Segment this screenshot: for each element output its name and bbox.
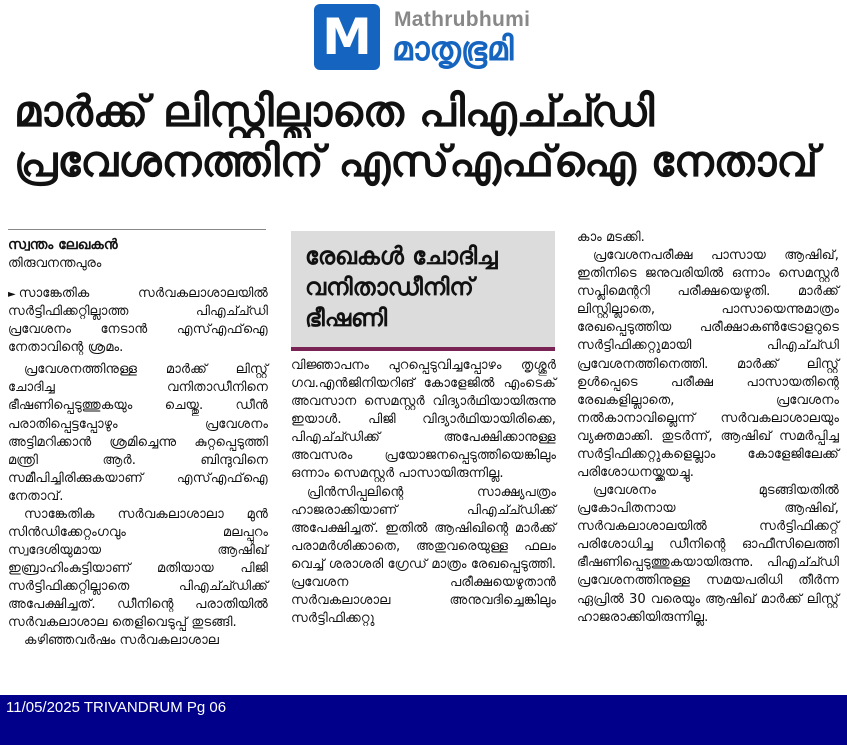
bullet-arrow-icon: ► (8, 288, 16, 300)
paragraph: കഴിഞ്ഞവർഷം സർവകലാശാല (24, 633, 220, 649)
byline-author: സ്വന്തം ലേഖകൻ (8, 237, 118, 253)
paragraph: പ്രിൻസിപ്പലിന്റെ സാക്ഷ്യപത്രം ഹാജരാക്കിയാണ് പിഎച്ച്ഡിക്ക് അപേക്ഷിച്ചത്. ഇതിൽ ആഷിഖിന്റെ മാർക്ക് പരാമർശിക്കാതെ, അതുവരെയുള്ള ഫലം വെച്ച് ശരാശരി ഗ്രേഡ് മാത്രം രേഖപ്പെടുത്തി. പ്രവേശന പരീക്ഷയെഴുതാൻ സർവകലാശാല അനുവദിച്ചെങ്കിലും സർട്ടിഫിക്കറ്റു (291, 484, 556, 627)
article-column-2 (291, 357, 556, 628)
brand-name-malayalam: മാതൃഭൂമി (392, 29, 514, 68)
paragraph: പ്രവേശനം മുടങ്ങിയതിൽ പ്രകോപിതനായ ആഷിഖ്, സർവകലാശാലയിൽ സർട്ടിഫിക്കറ്റ് പരിശോധിച്ച ഡീനിന്റെ ഓഫീസിലെത്തി ഭീഷണിപ്പെടുത്തുകയായിരുന്നു. പിഎച്ച്ഡി പ്രവേശനത്തിനുള്ള സമയപരിധി തീർന്ന ഏപ്രിൽ 30 വരെയും ആഷിഖ് മാർക്ക് ലിസ്റ്റ് ഹാജരാക്കിയിരുന്നില്ല. (577, 483, 839, 625)
lead-paragraph (8, 285, 268, 357)
mathrubhumi-logo-icon (314, 4, 380, 70)
pull-quote-box (291, 231, 555, 351)
pull-quote-line-1: രേഖകൾ ചോദിച്ച (305, 242, 498, 270)
logo-letter: M (322, 8, 372, 66)
paragraph: പ്രവേശനപരീക്ഷ പാസായ ആഷിഖ്, ഇതിനിടെ ജനുവരിയിൽ ഒന്നാം സെമസ്റ്റർ സപ്ലിമെന്ററി പരീക്ഷയെഴുതി. മാർക്ക് ലിസ്റ്റില്ലാതെ, പാസായെന്നുമാത്രം രേഖപ്പെടുത്തിയ പരീക്ഷാകൺട്രോളറുടെ സർട്ടിഫിക്കറ്റുമായി പിഎച്ച്ഡി പ്രവേശനത്തിനെത്തി. മാർക്ക് ലിസ്റ്റ് ഉൾപ്പെടെ പരീക്ഷ പാസായതിന്റെ രേഖകളില്ലാതെ, പ്രവേശനം നൽകാനാവില്ലെന്ന് സർവകലാശാലയും വ്യക്തമാക്കി. തുടർന്ന്, ആഷിഖ് സമർപ്പിച്ച സർട്ടിഫിക്കറ്റുകളെല്ലാം കോളേജിലേക്ക് പരിശോധനയ്ക്കയച്ചു. (577, 248, 839, 481)
edition-footer-bar (0, 695, 847, 745)
pull-quote-line-2: വനിതാഡീനിന് (305, 273, 474, 302)
paragraph: സാങ്കേതിക സർവകലാശാലാ മുൻ സിൻഡിക്കേറ്റംഗവും മലപ്പുറം സ്വദേശിയുമായ ആഷിഖ് ഇബ്രാഹിംകുട്ടിയാണ് മതിയായ പിജി സർട്ടിഫിക്കറ്റില്ലാതെ പിഎച്ച്ഡിക്ക് അപേക്ഷിച്ചത്. ഡീനിന്റെ പരാതിയിൽ സർവകലാശാല തെളിവെടുപ്പ് തുടങ്ങി. (8, 506, 268, 631)
lead-text: സാങ്കേതിക സർവകലാശാലയിൽ സർട്ടിഫിക്കറ്റില്ലാത്ത പിഎച്ച്ഡി പ്രവേശനം നേടാൻ എസ്എഫ്ഐ നേതാവിന്റെ ശ്രമം. (8, 285, 268, 356)
headline-line-1: മാർക്ക് ലിസ്റ്റില്ലാതെ പിഎച്ച്ഡി (14, 88, 655, 137)
paragraph: കാം മടക്കി. (577, 230, 645, 245)
pull-quote-line-3: ഭീഷണി (305, 304, 388, 333)
headline-line-2: പ്രവേശനത്തിന് എസ്എഫ്ഐ നേതാവ് (14, 137, 819, 187)
article-column-3 (577, 229, 839, 627)
paragraph: പ്രവേശനത്തിനുള്ള മാർക്ക് ലിസ്റ്റ് ചോദിച്ച വനിതാഡീനിനെ ഭീഷണിപ്പെടുത്തുകയും ചെയ്തു. ഡീൻ പരാതിപ്പെട്ടപ്പോഴും പ്രവേശനം അട്ടിമറിക്കാൻ ശ്രമിച്ചെന്നു കുറ്റപ്പെടുത്തി മന്ത്രി ആർ. ബിന്ദുവിനെ സമീപിച്ചിരിക്കുകയാണ് എസ്എഫ്ഐ നേതാവ്. (8, 362, 268, 504)
headline (14, 88, 840, 188)
edition-info: 11/05/2025 TRIVANDRUM Pg 06 (6, 699, 227, 716)
article-column-1 (8, 230, 268, 651)
byline-place: തിരുവനന്തപുരം (8, 256, 102, 272)
masthead (314, 4, 614, 74)
paragraph: വിജ്ഞാപനം പുറപ്പെടുവിച്ചപ്പോഴം തൃശ്ശൂർ ഗവ.എൻജിനിയറിങ് കോളേജിൽ എംടെക് അവസാന സെമസ്റ്റർ വിദ്യാർഥിയായിരുന്നു ഇയാൾ. പിജി വിദ്യാർഥിയായിരിക്കെ, പിഎച്ച്ഡിക്ക് അപേക്ഷിക്കാനുള്ള അവസരം പ്രയോജനപ്പെടുത്തിയെങ്കിലും ഒന്നാം സെമസ്റ്റർ പാസായിരുന്നില്ല. (291, 358, 556, 482)
brand-name-english: Mathrubhumi (394, 8, 531, 31)
